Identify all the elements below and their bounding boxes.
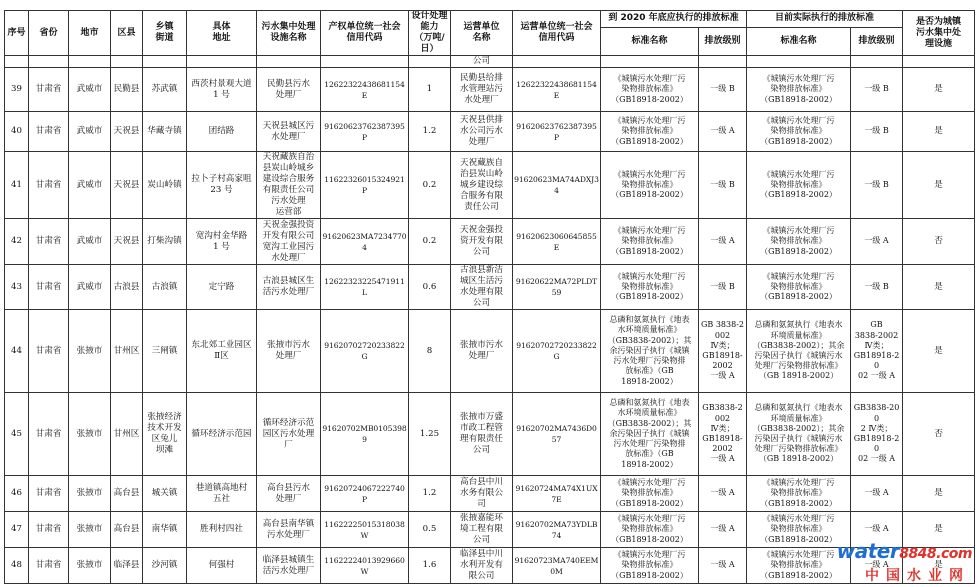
header-address: 具体 地址 (187, 11, 257, 56)
row-seq: 45 (5, 393, 29, 476)
row-province: 甘肃省 (29, 512, 69, 548)
row-operator: 天祝县供排 水公司污水 处理厂 (451, 112, 513, 152)
row-seq: 40 (5, 112, 29, 152)
watermark-logo: water8848.com (836, 539, 972, 563)
header-std-level-current: 排放级别 (851, 27, 903, 55)
row-owner-code: 12622322438681154E (321, 68, 409, 112)
row-operator: 民勤县给排 水管理站污 水处理厂 (451, 68, 513, 112)
header-capacity: 设计处理 能力 （万吨/日） (409, 11, 451, 56)
row-level-2020: 一级 A (699, 219, 747, 265)
row-province: 甘肃省 (29, 152, 69, 219)
row-operator-code: 91620623MA74ADXJ34 (513, 152, 601, 219)
row-province: 甘肃省 (29, 310, 69, 393)
row-city: 武威市 (69, 219, 111, 265)
row-district: 天祝县 (111, 112, 143, 152)
row-operator-code: 91620623060645855E (513, 219, 601, 265)
row-address: 胜利村四社 (187, 512, 257, 548)
row-capacity: 0.2 (409, 152, 451, 219)
row-level-2020: GB3838-2002 Ⅳ类； GB18918-2002 一级 A (699, 393, 747, 476)
row-capacity: 1.2 (409, 476, 451, 512)
row-district: 高台县 (111, 476, 143, 512)
row-centralized: 是 (903, 265, 975, 310)
row-facility: 天祝县城区污 水处理厂 (257, 112, 321, 152)
row-city: 武威市 (69, 152, 111, 219)
row-seq: 43 (5, 265, 29, 310)
row-district: 临泽县 (111, 548, 143, 584)
row-city: 武威市 (69, 265, 111, 310)
row-operator-code: 91620702720233822G (513, 310, 601, 393)
row-city: 武威市 (69, 112, 111, 152)
row-capacity: 0.5 (409, 512, 451, 548)
table-row (5, 152, 975, 219)
row-town: 沙河镇 (143, 548, 187, 584)
row-province: 甘肃省 (29, 265, 69, 310)
row-standard-current: 总磷和氨氮执行《地表水 环境质量标准》 （GB3838-2002）；其余 污染因子执行《城镇污水 处理厂污染物排放标准》 （GB 18918-2002） (747, 310, 851, 393)
row-operator-code: 91620623762387395P (513, 112, 601, 152)
row-standard-2020: 《城镇污水处理厂污 染物排放标准》 （GB18918-2002） (601, 112, 699, 152)
row-standard-current: 总磷和氨氮执行《地表水 环境质量标准》 （GB3838-2002）；其余 污染因子执行《城镇污水 处理厂污染物排放标准》 （GB 18918-2002） (747, 393, 851, 476)
row-standard-current: 《城镇污水处理厂污 染物排放标准》 （GB18918-2002） (747, 476, 851, 512)
row-address: 拉卜子村高家咀 23 号 (187, 152, 257, 219)
row-province: 甘肃省 (29, 476, 69, 512)
row-operator: 临泽县中川 水利开发有 限公司 (451, 548, 513, 584)
row-capacity: 1.2 (409, 112, 451, 152)
row-standard-current: 《城镇污水处理厂污 染物排放标准》 （GB18918-2002） (747, 152, 851, 219)
row-standard-2020: 《城镇污水处理厂污 染物排放标准》 （GB18918-2002） (601, 68, 699, 112)
facility-table (4, 10, 975, 584)
table-row (5, 476, 975, 512)
row-city: 张掖市 (69, 548, 111, 584)
row-standard-current: 《城镇污水处理厂污 染物排放标准》 （GB18918-2002） (747, 265, 851, 310)
table-body (5, 56, 975, 584)
header-facility: 污水集中处理 设施名称 (257, 11, 321, 56)
header-seq: 序号 (5, 11, 29, 56)
row-town: 南华镇 (143, 512, 187, 548)
header-group-2020: 到 2020 年底应执行的排放标准 (601, 11, 747, 28)
row-operator-code: 91620723MA740EEM0M (513, 548, 601, 584)
row-district: 天祝县 (111, 219, 143, 265)
row-centralized: 是 (903, 512, 975, 548)
continuation-row (5, 56, 975, 68)
row-province: 甘肃省 (29, 393, 69, 476)
row-town: 打柴沟镇 (143, 219, 187, 265)
row-facility: 民勤县污水 处理厂 (257, 68, 321, 112)
row-centralized: 否 (903, 219, 975, 265)
row-operator: 高台县中川 水务有限公 司 (451, 476, 513, 512)
header-operator-code: 运营单位统一社会 信用代码 (513, 11, 601, 56)
header-std-name-current: 标准名称 (747, 27, 851, 55)
header-centralized: 是否为城镇 污水集中处 理设施 (903, 11, 975, 56)
row-owner-code: 91620623MA72347704 (321, 219, 409, 265)
row-operator-code: 91620702MA7436D057 (513, 393, 601, 476)
row-owner-code: 11622225015318038W (321, 512, 409, 548)
table-row (5, 393, 975, 476)
row-operator: 天祝金强投 资开发有限 公司 (451, 219, 513, 265)
header-owner-code: 产权单位统一社会 信用代码 (321, 11, 409, 56)
row-standard-current: 《城镇污水处理厂污 染物排放标准》 （GB18918-2002） (747, 68, 851, 112)
row-facility: 高台县南华镇 污水处理厂 (257, 512, 321, 548)
row-level-2020: 一级 A (699, 112, 747, 152)
row-district: 天祝县 (111, 152, 143, 219)
row-province: 甘肃省 (29, 112, 69, 152)
row-standard-2020: 《城镇污水处理厂污 染物排放标准》 （GB18918-2002） (601, 548, 699, 584)
row-standard-current: 《城镇污水处理厂污 染物排放标准》 （GB18918-2002） (747, 548, 851, 584)
row-address: 团结路 (187, 112, 257, 152)
row-capacity: 1.25 (409, 393, 451, 476)
row-district: 甘州区 (111, 310, 143, 393)
header-district: 区县 (111, 11, 143, 56)
row-province: 甘肃省 (29, 68, 69, 112)
row-centralized: 是 (903, 476, 975, 512)
row-level-current: 一级 A (851, 512, 903, 548)
row-operator-code: 91620724MA74X1UX7E (513, 476, 601, 512)
row-level-current: GB3838-200 2 Ⅳ类； GB18918-20 02 一级 A (851, 393, 903, 476)
row-seq: 46 (5, 476, 29, 512)
table-row (5, 310, 975, 393)
table-row (5, 265, 975, 310)
row-city: 张掖市 (69, 512, 111, 548)
row-seq: 39 (5, 68, 29, 112)
row-centralized: 是 (903, 68, 975, 112)
row-level-2020: 一级 A (699, 548, 747, 584)
row-city: 张掖市 (69, 310, 111, 393)
table-row (5, 68, 975, 112)
row-operator: 张掖市污水 处理厂 (451, 310, 513, 393)
row-level-2020: GB 3838-2002 Ⅳ类； GB18918-2002 一级 A (699, 310, 747, 393)
table-row (5, 512, 975, 548)
row-level-current: 一级 B (851, 112, 903, 152)
row-operator: 张掖嘉能环 境工程有限 公司 (451, 512, 513, 548)
row-centralized: 是 (903, 152, 975, 219)
row-centralized: 是 (903, 112, 975, 152)
row-capacity: 0.6 (409, 265, 451, 310)
row-district: 古浪县 (111, 265, 143, 310)
row-centralized: 否 (903, 393, 975, 476)
row-level-current: 一级 A (851, 219, 903, 265)
row-facility: 古浪县城区生 活污水处理厂 (257, 265, 321, 310)
row-level-current: 一级 B (851, 152, 903, 219)
row-address: 定宁路 (187, 265, 257, 310)
row-seq: 44 (5, 310, 29, 393)
row-town: 苏武镇 (143, 68, 187, 112)
row-city: 张掖市 (69, 476, 111, 512)
row-operator: 天祝藏族自 治县炭山岭 城乡建设综 合服务有限 责任公司 (451, 152, 513, 219)
row-district: 高台县 (111, 512, 143, 548)
row-city: 张掖市 (69, 393, 111, 476)
row-standard-current: 《城镇污水处理厂污 染物排放标准》 （GB18918-2002） (747, 512, 851, 548)
row-capacity: 0.2 (409, 219, 451, 265)
row-address: 东北郊工业园区 Ⅱ区 (187, 310, 257, 393)
site-watermark (832, 539, 972, 585)
row-facility: 张掖市污水 处理厂 (257, 310, 321, 393)
row-town: 张掖经济 技术开发 区兔儿 坝滩 (143, 393, 187, 476)
row-address: 宽沟村金华路 1 号 (187, 219, 257, 265)
row-facility: 天祝藏族自治 县炭山岭城乡 建设综合服务 有限责任公司 污水处理 运营部 (257, 152, 321, 219)
row-level-current: GB 3838-2002 Ⅳ类； GB18918-20 02 一级 A (851, 310, 903, 393)
table-row (5, 112, 975, 152)
row-level-2020: 一级 B (699, 152, 747, 219)
header-city: 地市 (69, 11, 111, 56)
row-capacity: 1.6 (409, 548, 451, 584)
row-address: 西茨村景观大道 1 号 (187, 68, 257, 112)
row-town: 炭山岭镇 (143, 152, 187, 219)
row-standard-2020: 总磷和氨氮执行《地表 水环境质量标准》 （GB3838-2002）；其 余污染因子执行《城镇 污水处理厂污染物排 放标准》（GB 18918-2002） (601, 393, 699, 476)
row-level-2020: 一级 A (699, 512, 747, 548)
row-operator: 张掖市万盛 市政工程管 理有限责任 公司 (451, 393, 513, 476)
header-std-name-2020: 标准名称 (601, 27, 699, 55)
row-owner-code: 91620623762387395P (321, 112, 409, 152)
row-facility: 临泽县城镇生 活污水处理厂 (257, 548, 321, 584)
row-owner-code: 91620702720233822G (321, 310, 409, 393)
row-standard-2020: 《城镇污水处理厂污 染物排放标准》 （GB18918-2002） (601, 512, 699, 548)
row-town: 古浪镇 (143, 265, 187, 310)
row-operator-code: 91620622MA72PLDT59 (513, 265, 601, 310)
row-centralized: 是 (903, 548, 975, 584)
row-owner-code: 11622224013929660W (321, 548, 409, 584)
row-province: 甘肃省 (29, 548, 69, 584)
header-town: 乡镇 街道 (143, 11, 187, 56)
row-facility: 高台县污水 处理厂 (257, 476, 321, 512)
continuation-operator: 公司 (451, 56, 513, 68)
row-capacity: 8 (409, 310, 451, 393)
row-town: 三闸镇 (143, 310, 187, 393)
watermark-site-name: 中国水业网 (865, 568, 970, 584)
row-capacity: 1 (409, 68, 451, 112)
row-operator: 古浪县新洁 城区生活污 水处理有限 公司 (451, 265, 513, 310)
header-province: 省份 (29, 11, 69, 56)
row-centralized: 是 (903, 310, 975, 393)
row-level-current: 一级 A (851, 548, 903, 584)
row-level-2020: 一级 B (699, 68, 747, 112)
row-address: 巷道镇高地村 五社 (187, 476, 257, 512)
table-row (5, 548, 975, 584)
row-town: 华藏寺镇 (143, 112, 187, 152)
header-operator: 运营单位 名称 (451, 11, 513, 56)
row-standard-2020: 《城镇污水处理厂污 染物排放标准》 （GB18918-2002） (601, 219, 699, 265)
header-std-level-2020: 排放级别 (699, 27, 747, 55)
row-facility: 天祝金强投资 开发有限公司 宽沟工业园污 水处理厂 (257, 219, 321, 265)
row-level-current: 一级 A (851, 476, 903, 512)
row-level-current: 一级 B (851, 265, 903, 310)
row-standard-2020: 总磷和氨氮执行《地表 水环境质量标准》 （GB3838-2002）；其 余污染因子执行《城镇 污水处理厂污染物排 放标准》（GB 18918-2002） (601, 310, 699, 393)
row-address: 何强村 (187, 548, 257, 584)
header-group-current: 目前实际执行的排放标准 (747, 11, 903, 28)
row-seq: 48 (5, 548, 29, 584)
row-owner-code: 12622323225471911L (321, 265, 409, 310)
row-operator-code: 12622322438681154E (513, 68, 601, 112)
row-address: 循环经济示范园 (187, 393, 257, 476)
row-owner-code: 11622326015324921P (321, 152, 409, 219)
row-level-2020: 一级 A (699, 476, 747, 512)
row-district: 民勤县 (111, 68, 143, 112)
row-town: 城关镇 (143, 476, 187, 512)
row-owner-code: 91620702MB01053989 (321, 393, 409, 476)
row-standard-current: 《城镇污水处理厂污 染物排放标准》 （GB18918-2002） (747, 219, 851, 265)
row-seq: 41 (5, 152, 29, 219)
row-facility: 循环经济示范 园区污水处理 厂 (257, 393, 321, 476)
row-standard-2020: 《城镇污水处理厂污 染物排放标准》 （GB18918-2002） (601, 265, 699, 310)
row-district: 甘州区 (111, 393, 143, 476)
row-operator-code: 91620702MA73YDLB74 (513, 512, 601, 548)
table-row (5, 219, 975, 265)
row-level-current: 一级 B (851, 68, 903, 112)
row-city: 武威市 (69, 68, 111, 112)
row-owner-code: 91620724067222740P (321, 476, 409, 512)
row-seq: 47 (5, 512, 29, 548)
row-standard-2020: 《城镇污水处理厂污 染物排放标准》 （GB18918-2002） (601, 476, 699, 512)
row-province: 甘肃省 (29, 219, 69, 265)
row-level-2020: 一级 B (699, 265, 747, 310)
row-standard-2020: 《城镇污水处理厂污 染物排放标准》 （GB18918-2002） (601, 152, 699, 219)
row-seq: 42 (5, 219, 29, 265)
row-standard-current: 《城镇污水处理厂污 染物排放标准》 （GB18918-2002） (747, 112, 851, 152)
